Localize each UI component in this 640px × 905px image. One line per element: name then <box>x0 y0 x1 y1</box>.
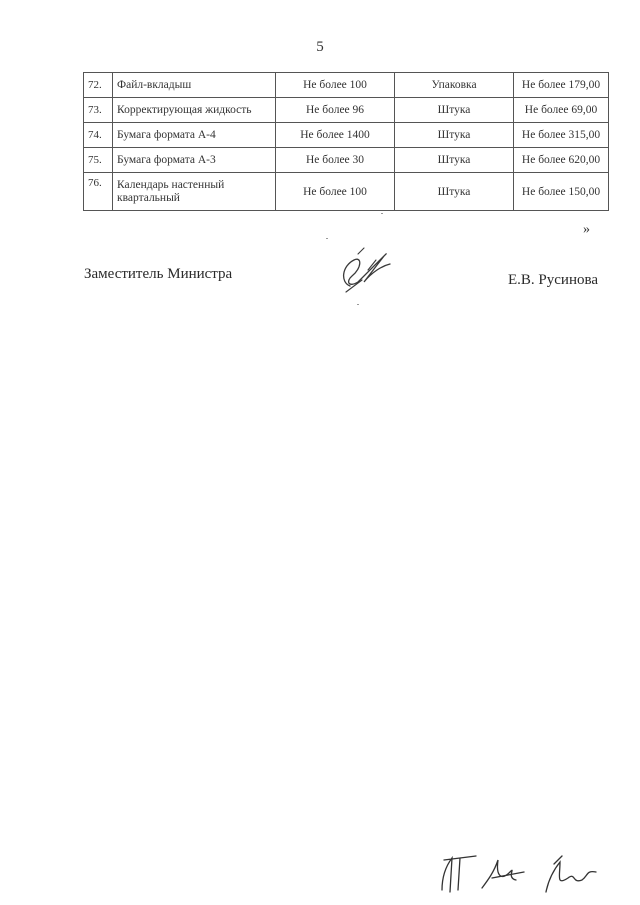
row-number: 76. <box>84 173 113 211</box>
item-quantity: Не более 30 <box>276 148 395 173</box>
item-quantity: Не более 96 <box>276 98 395 123</box>
item-quantity: Не более 100 <box>276 73 395 98</box>
table-row <box>84 98 609 123</box>
item-quantity: Не более 100 <box>276 173 395 211</box>
table-row <box>84 123 609 148</box>
item-price: Не более 69,00 <box>514 98 609 123</box>
item-unit: Штука <box>395 98 514 123</box>
item-unit: Упаковка <box>395 73 514 98</box>
item-unit: Штука <box>395 173 514 211</box>
item-price: Не более 179,00 <box>514 73 609 98</box>
scan-speck <box>381 213 383 214</box>
item-price: Не более 315,00 <box>514 123 609 148</box>
item-name: Календарь настенный квартальный <box>113 173 276 211</box>
item-name: Корректирующая жидкость <box>113 98 276 123</box>
row-number: 74. <box>84 123 113 148</box>
row-number: 73. <box>84 98 113 123</box>
signer-name: Е.В. Русинова <box>508 272 599 288</box>
row-number: 72. <box>84 73 113 98</box>
closing-quote: » <box>583 222 590 237</box>
items-table <box>83 72 609 211</box>
page-number: 5 <box>316 39 324 55</box>
item-name: Файл-вкладыш <box>113 73 276 98</box>
table-row <box>84 73 609 98</box>
item-price: Не более 620,00 <box>514 148 609 173</box>
item-name: Бумага формата А-3 <box>113 148 276 173</box>
item-unit: Штука <box>395 123 514 148</box>
item-price: Не более 150,00 <box>514 173 609 211</box>
initials-icon <box>436 852 604 898</box>
item-name: Бумага формата А-4 <box>113 123 276 148</box>
scan-speck <box>326 238 328 239</box>
signature-icon <box>332 242 398 296</box>
table-row <box>84 173 609 211</box>
table-row <box>84 148 609 173</box>
item-quantity: Не более 1400 <box>276 123 395 148</box>
signer-title: Заместитель Министра <box>84 266 233 282</box>
item-unit: Штука <box>395 148 514 173</box>
scan-speck <box>357 304 359 305</box>
row-number: 75. <box>84 148 113 173</box>
